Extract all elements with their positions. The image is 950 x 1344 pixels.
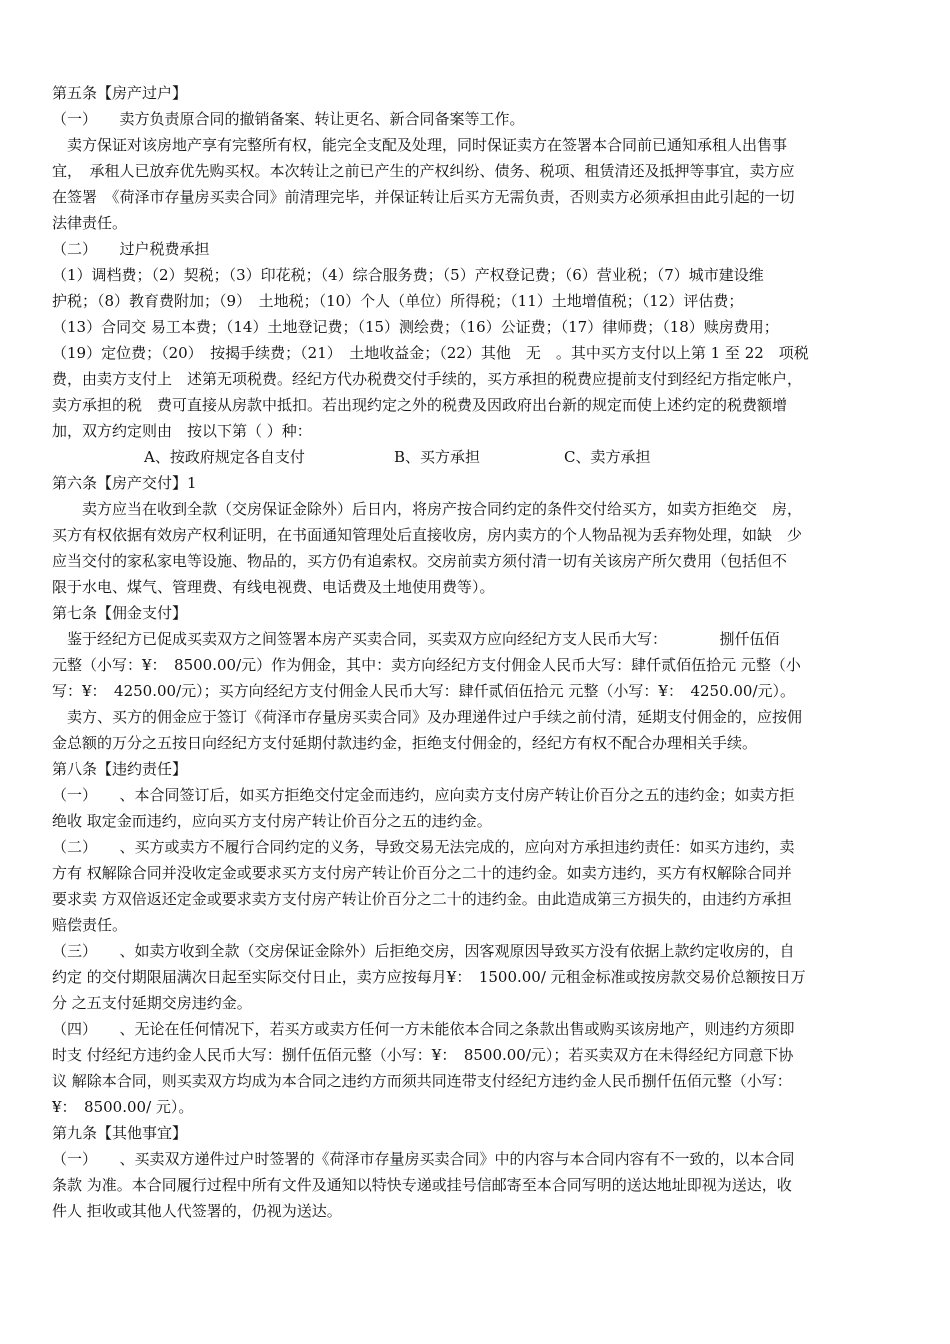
choice-b: B、买方承担 — [394, 448, 481, 466]
article-7-heading: 第七条【佣金支付】 — [52, 604, 188, 622]
article-8-heading: 第八条【违约责任】 — [52, 760, 188, 778]
text-line: 宜， 承租人已放弃优先购买权。本次转让之前已产生的产权纠纷、债务、税项、租赁清还及抵押等事宜，卖方应 — [52, 162, 795, 180]
text-line: （四） 、无论在任何情况下，若买方或卖方任何一方未能依本合同之条款出售或购买该房地产，则违约方须即 — [52, 1020, 795, 1038]
text-line: （13）合同交 易工本费；（14）土地登记费；（15）测绘费；（16）公证费；（17）律师费；（18）赎房费用； — [52, 318, 779, 336]
contract-page — [52, 80, 908, 1224]
text-line: 应当交付的家私家电等设施、物品的，买方仍有追索权。交房前卖方须付清一切有关该房产所欠费用（包括但不 — [52, 552, 788, 570]
text-line: 鉴于经纪方已促成买卖双方之间签署本房产买卖合同，买卖双方应向经纪方支人民币大写： 捌仟伍佰 — [52, 630, 780, 648]
text-line: 时支 付经纪方违约金人民币大写：捌仟伍佰元整（小写：¥： 8500.00/元）；若买卖双方在未得经纪方同意下协 — [52, 1046, 794, 1064]
text-line: 金总额的万分之五按日向经纪方支付延期付款违约金，拒绝支付佣金的，经纪方有权不配合办理相关手续。 — [52, 734, 758, 752]
text-line: （二） 、买方或卖方不履行合同约定的义务，导致交易无法完成的，应向对方承担违约责任：如买方违约，卖 — [52, 838, 795, 856]
text-line: 费，由卖方支付上 述第无项税费。经纪方代办税费交付手续的，买方承担的税费应提前支付到经纪方指定帐户， — [52, 370, 803, 388]
text-line: 方有 权解除合同并没收定金或要求买方支付房产转让价百分之二十的违约金。如卖方违约，买方有权解除合同并 — [52, 864, 792, 882]
text-line: ¥： 8500.00/ 元）。 — [52, 1098, 194, 1116]
text-line: （二） 过户税费承担 — [52, 240, 210, 258]
text-line: 约定 的交付期限届满次日起至实际交付日止，卖方应按每月¥： 1500.00/ 元租金标准或按房款交易价总额按日万 — [52, 968, 806, 986]
text-line: 卖方应当在收到全款（交房保证金除外）后日内，将房产按合同约定的条件交付给买方，如卖方拒绝交 房， — [52, 500, 803, 518]
text-line: 件人 拒收或其他人代签署的，仍视为送达。 — [52, 1202, 342, 1220]
choice-c: C、卖方承担 — [564, 448, 651, 466]
text-line: （一） 卖方负责原合同的撤销备案、转让更名、新合同备案等工作。 — [52, 110, 525, 128]
article-6-heading: 第六条【房产交付】1 — [52, 474, 197, 492]
text-line: 要求卖 方双倍返还定金或要求卖方支付房产转让价百分之二十的违约金。由此造成第三方损失的，由违约方承担 — [52, 890, 792, 908]
text-line: 卖方承担的税 费可直接从房款中抵扣。若出现约定之外的税费及因政府出台新的规定而使上述约定的税费额增 — [52, 396, 788, 414]
tax-choice-options — [52, 444, 908, 470]
text-line: 卖方、买方的佣金应于签订《荷泽市存量房买卖合同》及办理递件过户手续之前付清，延期支付佣金的，应按佣 — [52, 708, 803, 726]
text-line: 条款 为准。本合同履行过程中所有文件及通知以特快专递或挂号信邮寄至本合同写明的送达地址即视为送达，收 — [52, 1176, 792, 1194]
text-line: 护税；（8）教育费附加；（9） 土地税；（10）个人（单位）所得税；（11）土地增值税；（12）评估费； — [52, 292, 744, 310]
article-5-heading: 第五条【房产过户】 — [52, 84, 188, 102]
text-line: 写：¥： 4250.00/元）；买方向经纪方支付佣金人民币大写：肆仟贰佰伍拾元 元整（小写：¥： 4250.00/元）。 — [52, 682, 796, 700]
article-9-heading: 第九条【其他事宜】 — [52, 1124, 188, 1142]
text-line: 元整（小写：¥： 8500.00/元）作为佣金，其中：卖方向经纪方支付佣金人民币大写：肆仟贰佰伍拾元 元整（小 — [52, 656, 801, 674]
text-line: 法律责任。 — [52, 214, 128, 232]
text-line: （一） 、本合同签订后，如买方拒绝交付定金而违约，应向卖方支付房产转让价百分之五的违约金；如卖方拒 — [52, 786, 795, 804]
text-line: 赔偿责任。 — [52, 916, 128, 934]
text-line: 限于水电、煤气、管理费、有线电视费、电话费及土地使用费等）。 — [52, 578, 495, 596]
text-line: 买方有权依据有效房产权利证明，在书面通知管理处后直接收房，房内卖方的个人物品视为丢弃物处理，如缺 少 — [52, 526, 803, 544]
text-line: 绝收 取定金而违约，应向买方支付房产转让价百分之五的违约金。 — [52, 812, 492, 830]
text-line: 在签署 《荷泽市存量房买卖合同》前清理完毕，并保证转让后买方无需负责，否则卖方必须承担由此引起的一切 — [52, 188, 795, 206]
text-line: 分 之五支付延期交房违约金。 — [52, 994, 252, 1012]
text-line: 议 解除本合同，则买卖双方均成为本合同之违约方而须共同连带支付经纪方违约金人民币捌仟伍佰元整（小写： — [52, 1072, 792, 1090]
text-line: （1）调档费；（2）契税；（3）印花税；（4）综合服务费；（5）产权登记费；（6）营业税；（7）城市建设维 — [52, 266, 764, 284]
text-line: （三） 、如卖方收到全款（交房保证金除外）后拒绝交房，因客观原因导致买方没有依据上款约定收房的，自 — [52, 942, 795, 960]
choice-a: A、按政府规定各自支付 — [144, 448, 305, 466]
text-line: （19）定位费；（20） 按揭手续费；（21） 土地收益金；（22）其他 无 。其中买方支付以上第 1 至 22 项税 — [52, 344, 809, 362]
text-line: 卖方保证对该房地产享有完整所有权，能完全支配及处理，同时保证卖方在签署本合同前已通知承租人出售事 — [52, 136, 788, 154]
text-line: （一） 、买卖双方递件过户时签署的《荷泽市存量房买卖合同》中的内容与本合同内容有不一致的，以本合同 — [52, 1150, 795, 1168]
text-line: 加，双方约定则由 按以下第（ ）种： — [52, 422, 312, 440]
